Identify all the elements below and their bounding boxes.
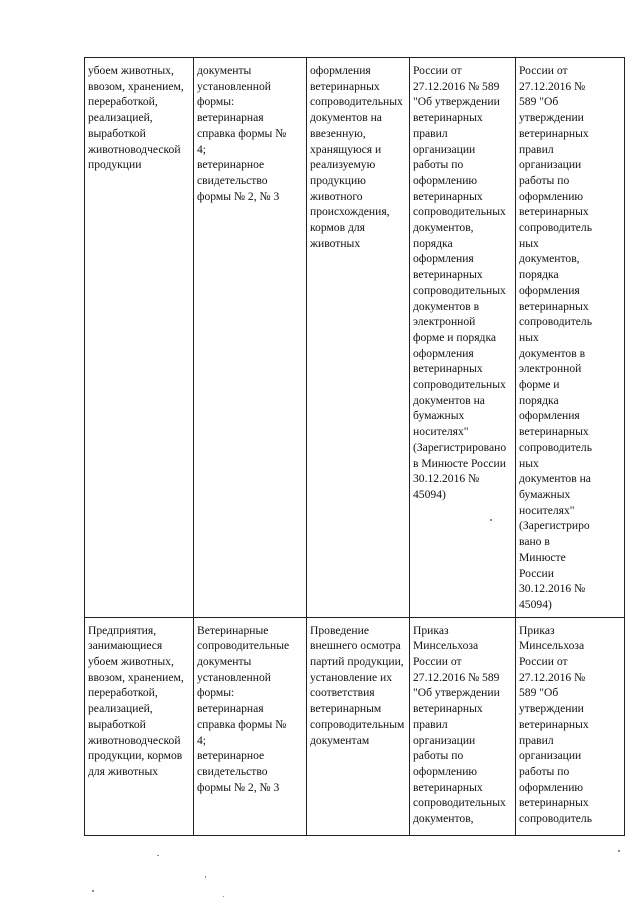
cell-documents: документы установленной формы: ветеринарная справка формы № 4; ветеринарное свидетельство формы № 2, № 3	[194, 58, 307, 618]
cell-organization: убоем животных, ввозом, хранением, переработкой, реализацией, выработкой животноводческой продукции	[85, 58, 194, 618]
cell-legal-basis-duplicate: Приказ Минсельхоза России от 27.12.2016 № 589 "Об утверждении ветеринарных правил организации работы по оформлению ветеринарных сопроводитель	[516, 617, 625, 835]
cell-legal-basis: Приказ Минсельхоза России от 27.12.2016 № 589 "Об утверждении ветеринарных правил организации работы по оформлению ветеринарных сопроводительных документов,	[410, 617, 516, 835]
cell-documents: Ветеринарные сопроводительные документы установленной формы: ветеринарная справка формы № 4; ветеринарное свидетельство формы № 2, № 3	[194, 617, 307, 835]
table-row	[85, 617, 625, 835]
cell-organization: Предприятия, занимающиеся убоем животных, ввозом, хранением, переработкой, реализацией, выработкой животноводческой продукции, кормов для животных	[85, 617, 194, 835]
cell-procedure: оформления ветеринарных сопроводительных документов на ввезенную, хранящуюся и реализуемую продукцию животного происхождения, кормов для животных	[307, 58, 410, 618]
cell-legal-basis-duplicate: России от 27.12.2016 № 589 "Об утверждении ветеринарных правил организации работы по оформлению ветеринарных сопроводитель ных документов, порядка оформления ветеринарных сопроводитель ных документов в электронной форме и порядка оформления ветеринарных сопроводитель ных документов на бумажных носителях" (Зарегистриро вано в Минюсте России 30.12.2016 № 45094)	[516, 58, 625, 618]
regulation-table	[84, 57, 625, 836]
scan-speck	[223, 896, 224, 897]
scan-speck	[205, 876, 206, 878]
cell-legal-basis: России от 27.12.2016 № 589 "Об утверждении ветеринарных правил организации работы по оформлению ветеринарных сопроводительных документов, порядка оформления ветеринарных сопроводительных документов в электронной форме и порядка оформления ветеринарных сопроводительных документов на бумажных носителях" (Зарегистрировано в Минюсте России 30.12.2016 № 45094)	[410, 58, 516, 618]
cell-procedure: Проведение внешнего осмотра партий продукции, установление их соответствия ветеринарным сопроводительным документам	[307, 617, 410, 835]
scan-speck	[157, 855, 159, 856]
scan-speck	[618, 850, 620, 852]
scan-speck	[92, 890, 94, 892]
scan-speck	[490, 519, 492, 521]
table-row	[85, 58, 625, 618]
